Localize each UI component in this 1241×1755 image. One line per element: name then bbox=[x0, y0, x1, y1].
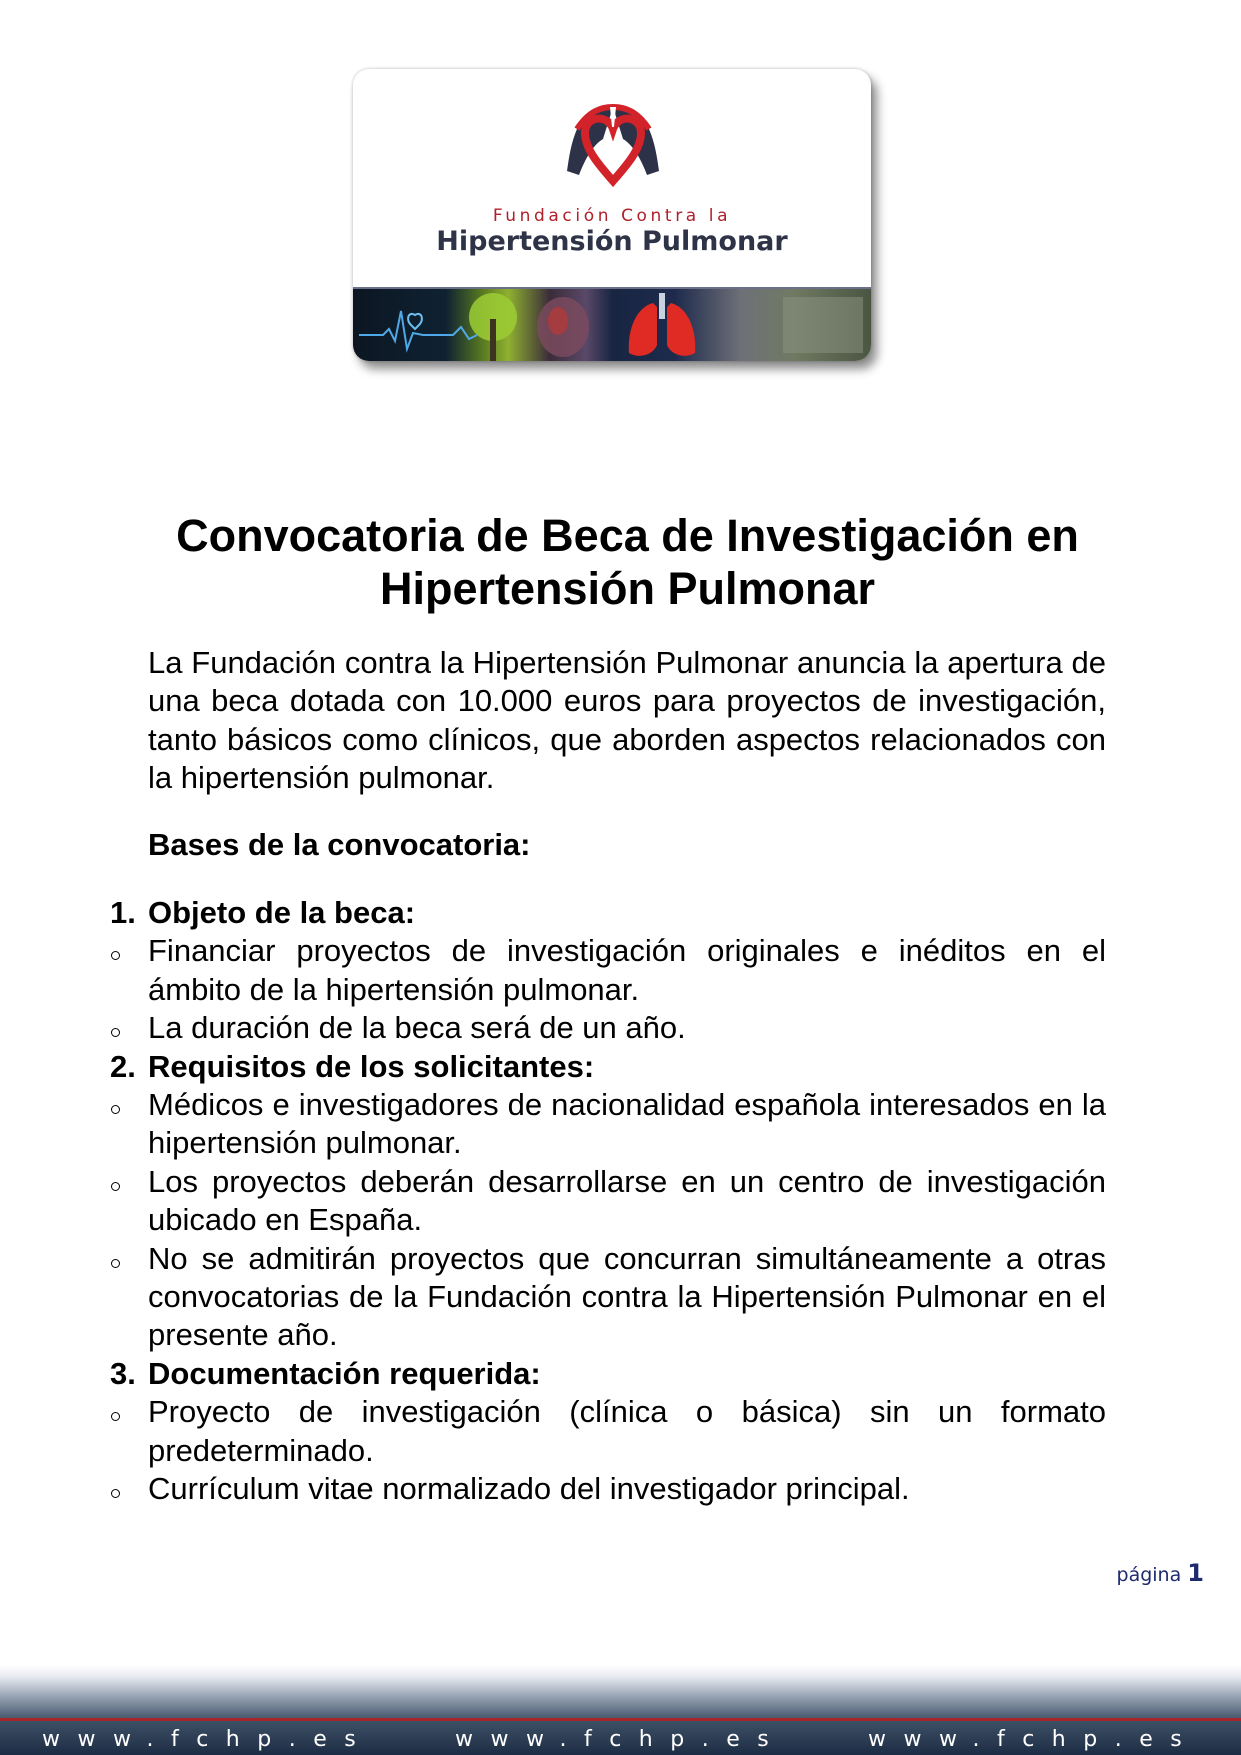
section-number: 2. bbox=[110, 1048, 136, 1084]
list-item-text: Currículum vitae normalizado del investigador principal. bbox=[148, 1471, 910, 1507]
section-number: 1. bbox=[110, 895, 136, 930]
section-heading bbox=[110, 1355, 1106, 1393]
footer-url[interactable]: www.fchp.es bbox=[455, 1727, 787, 1752]
circle-bullet-icon bbox=[111, 1259, 120, 1268]
page-label: página bbox=[1116, 1564, 1182, 1586]
intro-paragraph: La Fundación contra la Hipertensión Pulmonar anuncia la apertura de una beca dotada con 10.000 euros para proyectos de investigación, tanto básicos como clínicos, que aborden aspectos relacionados con la hipertensión pulmonar. bbox=[148, 645, 1106, 796]
list-item-text: Los proyectos deberán desarrollarse en un centro de investigación ubicado en España. bbox=[148, 1163, 1106, 1238]
list-item bbox=[110, 1393, 1106, 1470]
list-item bbox=[110, 1240, 1106, 1355]
document-title bbox=[110, 509, 1145, 615]
section-title: Documentación requerida: bbox=[148, 1355, 541, 1391]
logo-subtitle: Fundación Contra la bbox=[492, 206, 732, 226]
list-item-text: La duración de la beca será de un año. bbox=[148, 1010, 686, 1046]
circle-bullet-icon bbox=[111, 1182, 120, 1191]
section-requisitos bbox=[110, 1048, 1106, 1355]
circle-bullet-icon bbox=[111, 951, 120, 960]
list-item bbox=[110, 1470, 1106, 1508]
circle-bullet-icon bbox=[111, 1489, 120, 1498]
circle-bullet-icon bbox=[111, 1412, 120, 1421]
footer-divider bbox=[0, 1718, 1241, 1721]
list-item bbox=[110, 932, 1106, 1009]
footer-url[interactable]: www.fchp.es bbox=[868, 1727, 1200, 1752]
logo-photo-strip bbox=[353, 287, 871, 361]
lab-scene-icon bbox=[783, 297, 863, 353]
section-heading bbox=[110, 894, 1106, 932]
list-item bbox=[110, 1163, 1106, 1240]
list-item bbox=[110, 1009, 1106, 1047]
list-item-text: Proyecto de investigación (clínica o básica) sin un formato predeterminado. bbox=[148, 1394, 1106, 1468]
section-objeto bbox=[110, 894, 1106, 1048]
section-documentacion bbox=[110, 1355, 1106, 1509]
page-number-value: 1 bbox=[1187, 1559, 1204, 1587]
section-title: Requisitos de los solicitantes: bbox=[148, 1048, 595, 1084]
list-item-text: Médicos e investigadores de nacionalidad española interesados en la hipertensión pulmonar. bbox=[148, 1087, 1106, 1161]
heart-lungs-emblem-icon bbox=[563, 99, 663, 189]
circle-bullet-icon bbox=[111, 1105, 120, 1114]
title-line: Hipertensión Pulmonar bbox=[379, 563, 876, 614]
footer-url[interactable]: www.fchp.es bbox=[42, 1727, 374, 1752]
ecg-heart-icon bbox=[359, 311, 437, 349]
bases-list bbox=[110, 894, 1106, 1509]
circle-bullet-icon bbox=[111, 1028, 120, 1037]
lungs-icon bbox=[629, 303, 657, 356]
page-number bbox=[1117, 1559, 1204, 1587]
title-line: Convocatoria de Beca de Investigación en bbox=[176, 510, 1079, 561]
section-number: 3. bbox=[110, 1355, 136, 1391]
bases-heading: Bases de la convocatoria: bbox=[148, 827, 531, 862]
list-item bbox=[110, 1086, 1106, 1163]
section-title: Objeto de la beca: bbox=[148, 895, 416, 930]
list-item-text: Financiar proyectos de investigación originales e inéditos en el ámbito de la hipertensión pulmonar. bbox=[148, 933, 1106, 1007]
section-heading bbox=[110, 1048, 1106, 1086]
foundation-logo bbox=[353, 69, 871, 361]
logo-name: Hipertensión Pulmonar bbox=[436, 226, 788, 257]
list-item-text: No se admitirán proyectos que concurran simultáneamente a otras convocatorias de la Fundación contra la Hipertensión Pulmonar en el presente año. bbox=[148, 1240, 1106, 1353]
